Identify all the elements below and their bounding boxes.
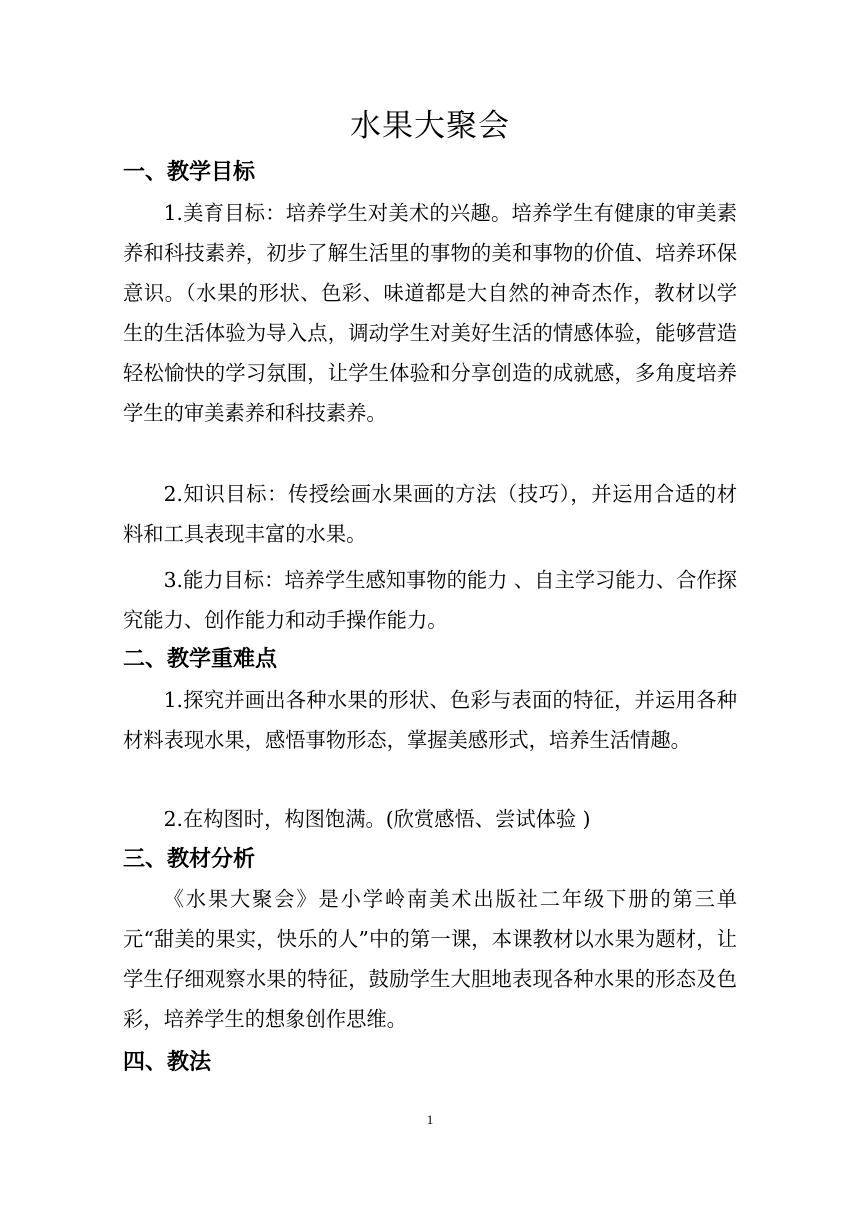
paragraph-key-point-1: 1.探究并画出各种水果的形状、色彩与表面的特征，并运用各种材料表现水果，感悟事物形态，掌握美感形式，培养生活情趣。 <box>123 688 737 752</box>
section-heading-teaching-methods: 四、教法 <box>123 1050 212 1075</box>
paragraph-key-point-2: 2.在构图时，构图饱满。(欣赏感悟、尝试体验 ) <box>163 807 591 831</box>
page-number: 1 <box>426 1112 434 1127</box>
document-title: 水果大聚会 <box>350 108 510 144</box>
section-heading-teaching-objectives: 一、教学目标 <box>123 160 256 185</box>
paragraph-ability-objective: 3.能力目标：培养学生感知事物的能力 、自主学习能力、合作探究能力、创作能力和动手操作能力。 <box>123 568 737 632</box>
paragraph-aesthetic-objective: 1.美育目标：培养学生对美术的兴趣。培养学生有健康的审美素养和科技素养，初步了解生活里的事物的美和事物的价值、培养环保意识。（水果的形状、色彩、味道都是大自然的神奇杰作，教材以学生的生活体验为导入点，调动学生对美好生活的情感体验，能够营造轻松愉快的学习氛围，让学生体验和分享创造的成就感，多角度培养学生的审美素养和科技素养。 <box>123 201 737 425</box>
paragraph-material-analysis: 《水果大聚会》是小学岭南美术出版社二年级下册的第三单元“甜美的果实，快乐的人”中的第一课，本课教材以水果为题材，让学生仔细观察水果的特征，鼓励学生大胆地表现各种水果的形态及色彩，培养学生的想象创作思维。 <box>123 887 737 1031</box>
paragraph-knowledge-objective: 2.知识目标：传授绘画水果画的方法（技巧），并运用合适的材料和工具表现丰富的水果。 <box>123 482 737 546</box>
section-heading-material-analysis: 三、教材分析 <box>123 847 256 872</box>
section-heading-key-points: 二、教学重难点 <box>123 647 278 672</box>
